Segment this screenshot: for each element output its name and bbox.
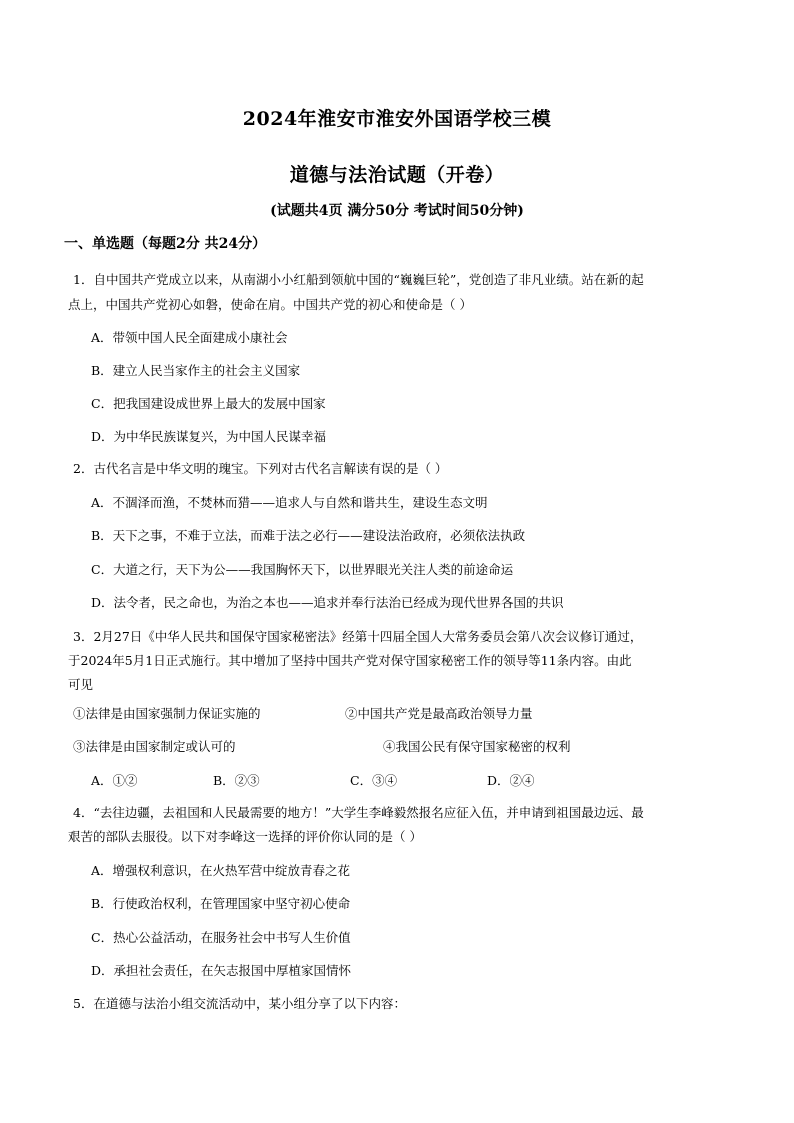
q3-option-d: D．②④ — [487, 773, 535, 788]
q3-stem-line2: 于2024年5月1日正式施行。其中增加了坚持中国共产党对保守国家秘密工作的领导等11条内容。由此 — [68, 653, 632, 668]
q3-option-a: A．①② — [91, 773, 138, 788]
q3-option-c: C．③④ — [350, 773, 398, 788]
q1-option-c: C．把我国建设成世界上最大的发展中国家 — [91, 396, 326, 411]
q1-stem-line1: 1．自中国共产党成立以来，从南湖小小红船到领航中国的“巍巍巨轮”，党创造了非凡业绩。站在新的起 — [73, 272, 644, 287]
q3-item-2: ②中国共产党是最高政治领导力量 — [345, 706, 533, 721]
section-heading: 一、单选题（每题2分 共24分） — [64, 236, 267, 252]
q3-item-1: ①法律是由国家强制力保证实施的 — [73, 706, 261, 721]
q3-option-b: B．②③ — [213, 773, 260, 788]
q2-option-d: D．法令者，民之命也，为治之本也——追求并奉行法治已经成为现代世界各国的共识 — [91, 595, 564, 610]
q2-stem: 2．古代名言是中华文明的瑰宝。下列对古代名言解读有误的是（ ） — [73, 461, 448, 476]
q2-option-b: B．天下之事，不难于立法，而难于法之必行——建设法治政府，必须依法执政 — [91, 528, 526, 543]
q4-option-d: D．承担社会责任，在矢志报国中厚植家国情怀 — [91, 963, 352, 978]
q4-option-b: B．行使政治权利，在管理国家中坚守初心使命 — [91, 896, 351, 911]
q4-option-a: A．增强权利意识，在火热军营中绽放青春之花 — [91, 863, 351, 878]
exam-info: (试题共4页 满分50分 考试时间50分钟) — [270, 203, 524, 219]
q4-stem-line1: 4．“去往边疆，去祖国和人民最需要的地方！”大学生李峰毅然报名应征入伍，并申请到祖国最边远、最 — [73, 805, 644, 820]
q2-option-c: C．大道之行，天下为公——我国胸怀天下，以世界眼光关注人类的前途命运 — [91, 562, 514, 577]
exam-subject: 道德与法治试题（开卷） — [289, 164, 505, 186]
q2-option-a: A．不涸泽而渔，不焚林而猎——追求人与自然和谐共生，建设生态文明 — [91, 495, 488, 510]
q5-stem: 5．在道德与法治小组交流活动中，某小组分享了以下内容： — [73, 996, 406, 1011]
exam-title: 2024年淮安市淮安外国语学校三模 — [242, 108, 552, 130]
q1-option-a: A．带领中国人民全面建成小康社会 — [91, 330, 288, 345]
q4-option-c: C．热心公益活动，在服务社会中书写人生价值 — [91, 930, 351, 945]
q1-option-d: D．为中华民族谋复兴，为中国人民谋幸福 — [91, 429, 327, 444]
q1-option-b: B．建立人民当家作主的社会主义国家 — [91, 363, 301, 378]
q3-stem-line1: 3．2月27日《中华人民共和国保守国家秘密法》经第十四届全国人大常务委员会第八次会议修订通过， — [73, 629, 643, 644]
q4-stem-line2: 艰苦的部队去服役。以下对李峰这一选择的评价你认同的是（ ） — [68, 829, 422, 844]
q3-item-4: ④我国公民有保守国家秘密的权利 — [383, 739, 571, 754]
q3-item-3: ③法律是由国家制定或认可的 — [73, 739, 236, 754]
q1-stem-line2: 点上，中国共产党初心如磐，使命在肩。中国共产党的初心和使命是（ ） — [68, 297, 472, 312]
q3-stem-line3: 可见 — [68, 677, 94, 692]
